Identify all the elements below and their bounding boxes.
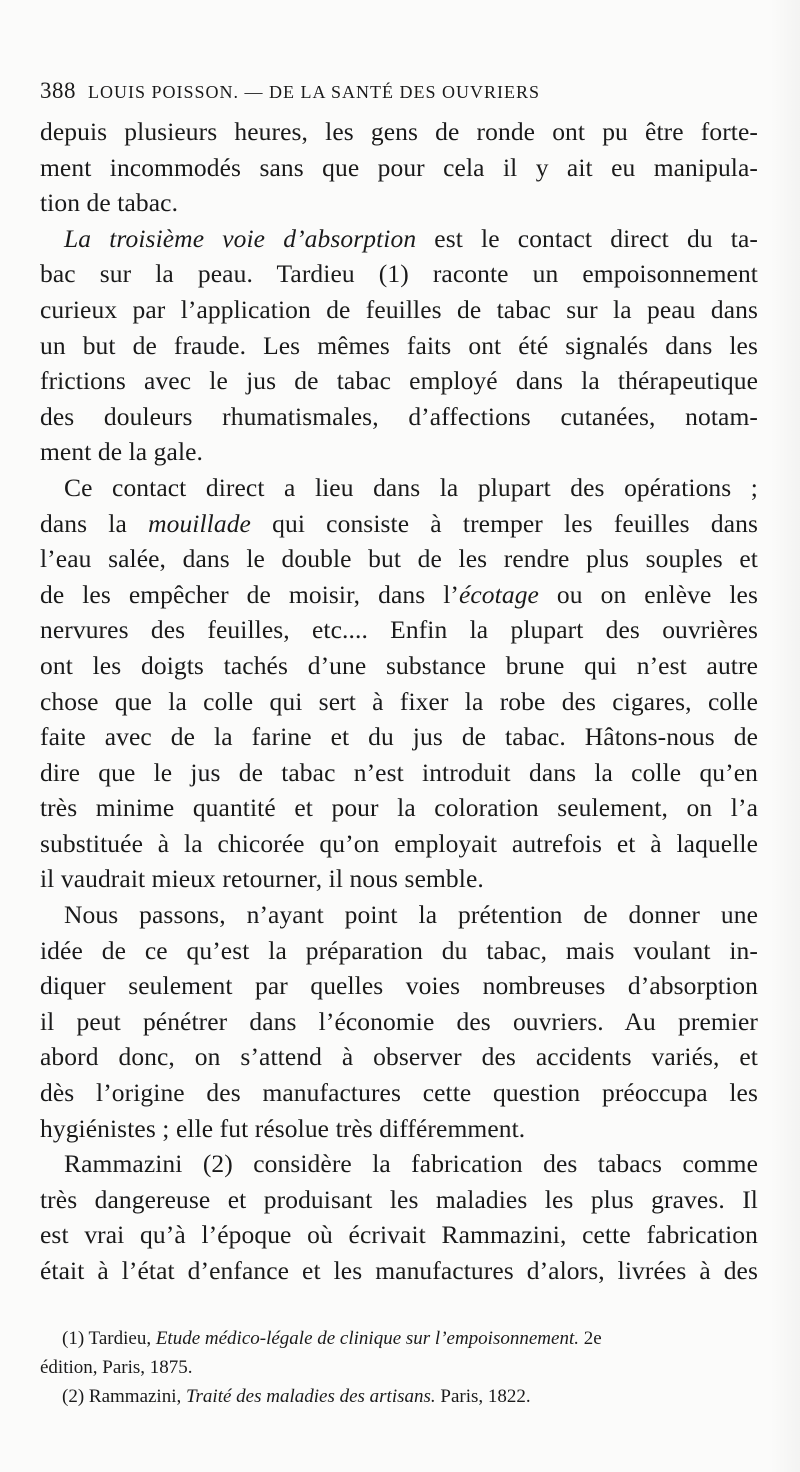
text-span: est le contact direct du ta-: [416, 223, 758, 253]
body-text: [40, 114, 758, 1289]
running-title: LOUIS POISSON. — DE LA SANTÉ DES OUVRIERS: [88, 82, 541, 102]
footnote-title: Traité des maladies des artisans.: [186, 1386, 436, 1407]
page-edge-shadow: [770, 0, 800, 1472]
text-line: [40, 506, 758, 542]
footnote-title: Etude médico-légale de clinique sur l’empoisonnement.: [155, 1328, 579, 1349]
text-line: il peut pénétrer dans l’économie des ouvriers. Au premier: [40, 1006, 758, 1036]
footnote-2: [40, 1383, 758, 1412]
text-line: chose que la colle qui sert à fixer la robe des cigares, colle: [40, 686, 758, 716]
footnotes: [40, 1325, 758, 1412]
italic-phrase: La troisième voie d’absorption: [64, 223, 417, 253]
text-line: bac sur la peau. Tardieu (1) raconte un empoisonnement: [40, 259, 758, 289]
text-line: était à l’état d’enfance et les manufactures d’alors, livrées à des: [40, 1256, 758, 1285]
text-line: nervures des feuilles, etc.... Enfin la plupart des ouvrières: [40, 615, 758, 645]
text-line: des douleurs rhumatismales, d’affections cutanées, notam-: [40, 401, 758, 431]
text-line: très dangereuse et produisant les maladies les plus graves. Il: [40, 1184, 758, 1214]
text-line: Ce contact direct a lieu dans la plupart des opérations ;: [64, 472, 758, 502]
text-line: curieux par l’application de feuilles de tabac sur la peau dans: [40, 294, 758, 324]
text-line: diquer seulement par quelles voies nombreuses d’absorption: [40, 971, 758, 1001]
footnote-1: [40, 1325, 758, 1354]
text-line: [40, 577, 758, 613]
italic-word: écotage: [458, 579, 539, 609]
italic-word: mouillade: [148, 508, 251, 538]
text-line: hygiénistes ; elle fut résolue très différemment.: [40, 1113, 526, 1143]
text-line: [40, 221, 758, 257]
text-line: ment incommodés sans que pour cela il y ait eu manipula-: [40, 152, 758, 182]
footnote-1-continued: édition, Paris, 1875.: [40, 1357, 193, 1378]
running-head: [40, 78, 760, 105]
page-number: 388: [40, 78, 76, 103]
text-line: frictions avec le jus de tabac employé dans la thérapeutique: [40, 366, 758, 396]
text-line: dire que le jus de tabac n’est introduit dans la colle qu’en: [40, 757, 758, 787]
text-line: substituée à la chicorée qu’on employait autrefois et à laquelle: [40, 828, 758, 858]
text-line: abord donc, on s’attend à observer des accidents variés, et: [40, 1042, 758, 1072]
text-span: de les empêcher de moisir, dans l’: [40, 579, 459, 609]
footnote-text: (2) Rammazini,: [62, 1386, 186, 1407]
text-line: idée de ce qu’est la préparation du tabac, mais voulant in-: [40, 935, 758, 965]
text-line: ment de la gale.: [40, 437, 204, 467]
text-line: tion de tabac.: [40, 188, 179, 218]
text-line: Rammazini (2) considère la fabrication des tabacs comme: [64, 1149, 758, 1179]
footnote-text: 2e: [578, 1328, 602, 1349]
text-span: qui consiste à tremper les feuilles dans: [250, 508, 758, 538]
text-line: Nous passons, n’ayant point la prétention de donner une: [64, 900, 758, 930]
text-line: depuis plusieurs heures, les gens de ronde ont pu être forte-: [40, 117, 758, 146]
text-line: ont les doigts tachés d’une substance brune qui n’est autre: [40, 650, 758, 680]
text-line: dès l’origine des manufactures cette question préoccupa les: [40, 1078, 758, 1108]
text-line: très minime quantité et pour la coloration seulement, on l’a: [40, 793, 758, 823]
text-line: l’eau salée, dans le double but de les rendre plus souples et: [40, 544, 758, 574]
footnote-text: Paris, 1822.: [435, 1386, 531, 1407]
text-span: ou on enlève les: [538, 579, 758, 609]
text-line: il vaudrait mieux retourner, il nous semble.: [40, 864, 484, 894]
text-line: est vrai qu’à l’époque où écrivait Rammazini, cette fabrication: [40, 1220, 758, 1250]
text-line: faite avec de la farine et du jus de tabac. Hâtons-nous de: [40, 722, 758, 752]
text-line: un but de fraude. Les mêmes faits ont été signalés dans les: [40, 330, 758, 360]
text-span: dans la: [40, 508, 149, 538]
footnote-text: (1) Tardieu,: [62, 1328, 156, 1349]
